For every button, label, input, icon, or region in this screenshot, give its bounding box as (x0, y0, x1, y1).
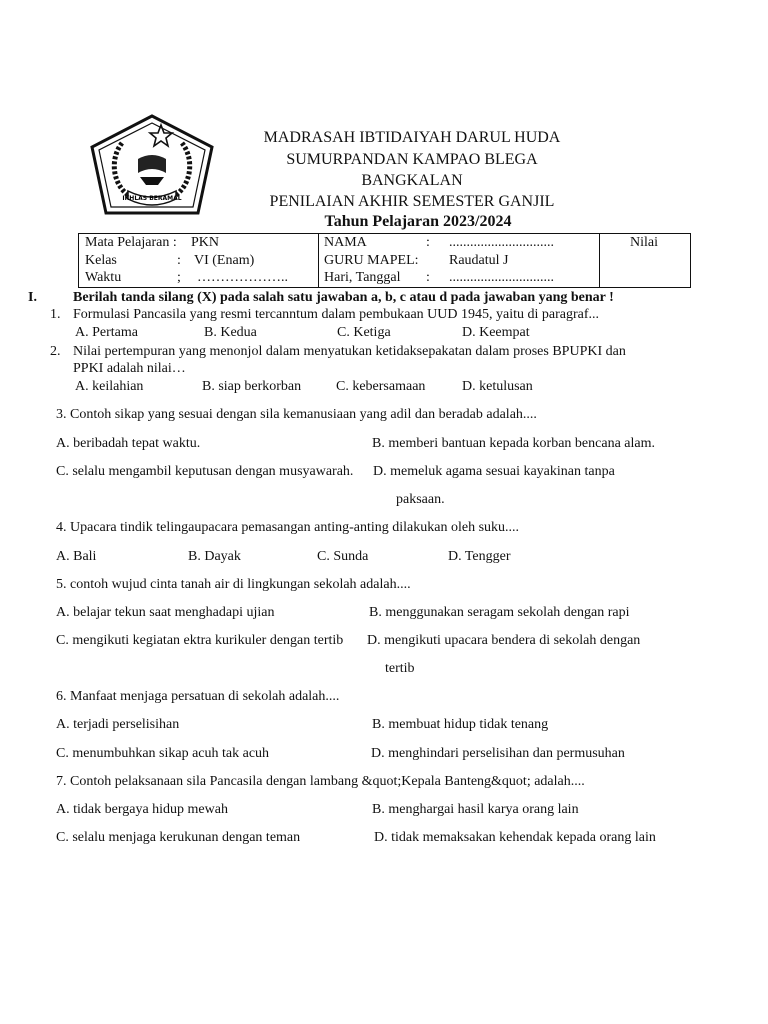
question-text: 5. contoh wujud cinta tanah air di lingkungan sekolah adalah.... (56, 577, 411, 592)
answer-option[interactable]: B. menggunakan seragam sekolah dengan rapi (369, 605, 630, 620)
answer-option[interactable]: A. belajar tekun saat menghadapi ujian (56, 605, 275, 620)
class-colon: : (177, 253, 181, 268)
school-name: MADRASAH IBTIDAIYAH DARUL HUDA (263, 129, 561, 146)
academic-year: Tahun Pelajaran 2023/2024 (324, 213, 512, 230)
answer-option[interactable]: C. menumbuhkan sikap acuh tak acuh (56, 746, 270, 761)
answer-option[interactable]: A. Bali (56, 549, 97, 564)
answer-option[interactable]: B. memberi bantuan kepada korban bencana alam. (372, 436, 655, 451)
subject-value: PKN (191, 235, 220, 250)
day-colon: : (426, 270, 430, 285)
answer-option[interactable]: B. Dayak (188, 549, 241, 564)
day-label: Hari, Tanggal (324, 270, 401, 285)
answer-option[interactable]: C. selalu menjaga kerukunan dengan teman (56, 830, 301, 845)
answer-option[interactable]: A. terjadi perselisihan (56, 717, 180, 732)
answer-option[interactable]: A. tidak bergaya hidup mewah (56, 802, 228, 817)
question-text: Nilai pertempuran yang menonjol dalam menyatukan ketidaksepakatan dalam proses BPUPKI dan (73, 344, 626, 359)
answer-option[interactable]: C. mengikuti kegiatan ektra kurikuler dengan tertib (56, 633, 344, 648)
answer-option[interactable]: D. menghindari perselisihan dan permusuhan (371, 746, 625, 761)
name-colon: : (426, 235, 430, 250)
score-label: Nilai (630, 235, 658, 250)
question-text: 6. Manfaat menjaga persatuan di sekolah adalah.... (56, 689, 340, 704)
answer-option-continued: tertib (385, 661, 415, 676)
answer-option[interactable]: D. Tengger (448, 549, 511, 564)
answer-option[interactable]: C. Ketiga (337, 325, 391, 340)
answer-option[interactable]: C. selalu mengambil keputusan dengan musyawarah. (56, 464, 354, 479)
answer-option[interactable]: D. tidak memaksakan kehendak kepada orang lain (374, 830, 656, 845)
answer-option[interactable]: A. keilahian (75, 379, 144, 394)
logo-text: IKHLAS BERAMAL (122, 195, 182, 202)
name-field[interactable]: .............................. (449, 235, 554, 250)
name-label: NAMA (324, 235, 367, 250)
teacher-label: GURU MAPEL: (324, 253, 419, 268)
school-address: SUMURPANDAN KAMPAO BLEGA (286, 151, 538, 168)
answer-option[interactable]: D. Keempat (462, 325, 530, 340)
question-text: 4. Upacara tindik telingaupacara pemasangan anting-anting dilakukan oleh suku.... (56, 520, 520, 535)
section-numeral: I. (28, 290, 37, 305)
answer-option[interactable]: D. memeluk agama sesuai kayakinan tanpa (373, 464, 615, 479)
question-text: 7. Contoh pelaksanaan sila Pancasila dengan lambang &quot;Kepala Banteng&quot; adalah.... (56, 774, 585, 789)
day-field[interactable]: .............................. (449, 270, 554, 285)
score-cell (600, 234, 690, 287)
answer-option-continued: paksaan. (396, 492, 445, 507)
answer-option[interactable]: D. mengikuti upacara bendera di sekolah dengan (367, 633, 641, 648)
school-district: BANGKALAN (361, 172, 463, 189)
question-text-continued: PPKI adalah nilai… (73, 361, 186, 376)
question-number: 2. (50, 344, 61, 359)
answer-option[interactable]: D. ketulusan (462, 379, 533, 394)
answer-option[interactable]: A. beribadah tepat waktu. (56, 436, 201, 451)
teacher-value: Raudatul J (449, 253, 509, 268)
subject-cell (79, 234, 319, 287)
class-value: VI (Enam) (194, 253, 255, 268)
answer-option[interactable]: B. Kedua (204, 325, 257, 340)
answer-option[interactable]: B. siap berkorban (202, 379, 302, 394)
question-text: Formulasi Pancasila yang resmi tercanntum dalam pembukaan UUD 1945, yaitu di paragraf... (73, 307, 600, 322)
exam-title: PENILAIAN AKHIR SEMESTER GANJIL (269, 193, 555, 210)
time-label: Waktu (85, 270, 122, 285)
subject-label: Mata Pelajaran : (85, 235, 177, 250)
question-text: 3. Contoh sikap yang sesuai dengan sila kemanusiaan yang adil dan beradab adalah.... (56, 407, 537, 422)
question-number: 1. (50, 307, 61, 322)
time-value: ……………….. (197, 270, 288, 285)
time-colon: ; (177, 270, 181, 285)
answer-option[interactable]: C. kebersamaan (336, 379, 426, 394)
school-logo-icon (88, 113, 216, 215)
student-info-table (78, 233, 691, 288)
answer-option[interactable]: C. Sunda (317, 549, 369, 564)
answer-option[interactable]: A. Pertama (75, 325, 138, 340)
answer-option[interactable]: B. menghargai hasil karya orang lain (372, 802, 579, 817)
student-cell (319, 234, 600, 287)
answer-option[interactable]: B. membuat hidup tidak tenang (372, 717, 549, 732)
section-instruction: Berilah tanda silang (X) pada salah satu jawaban a, b, c atau d pada jawaban yang benar ! (73, 290, 614, 305)
class-label: Kelas (85, 253, 117, 268)
